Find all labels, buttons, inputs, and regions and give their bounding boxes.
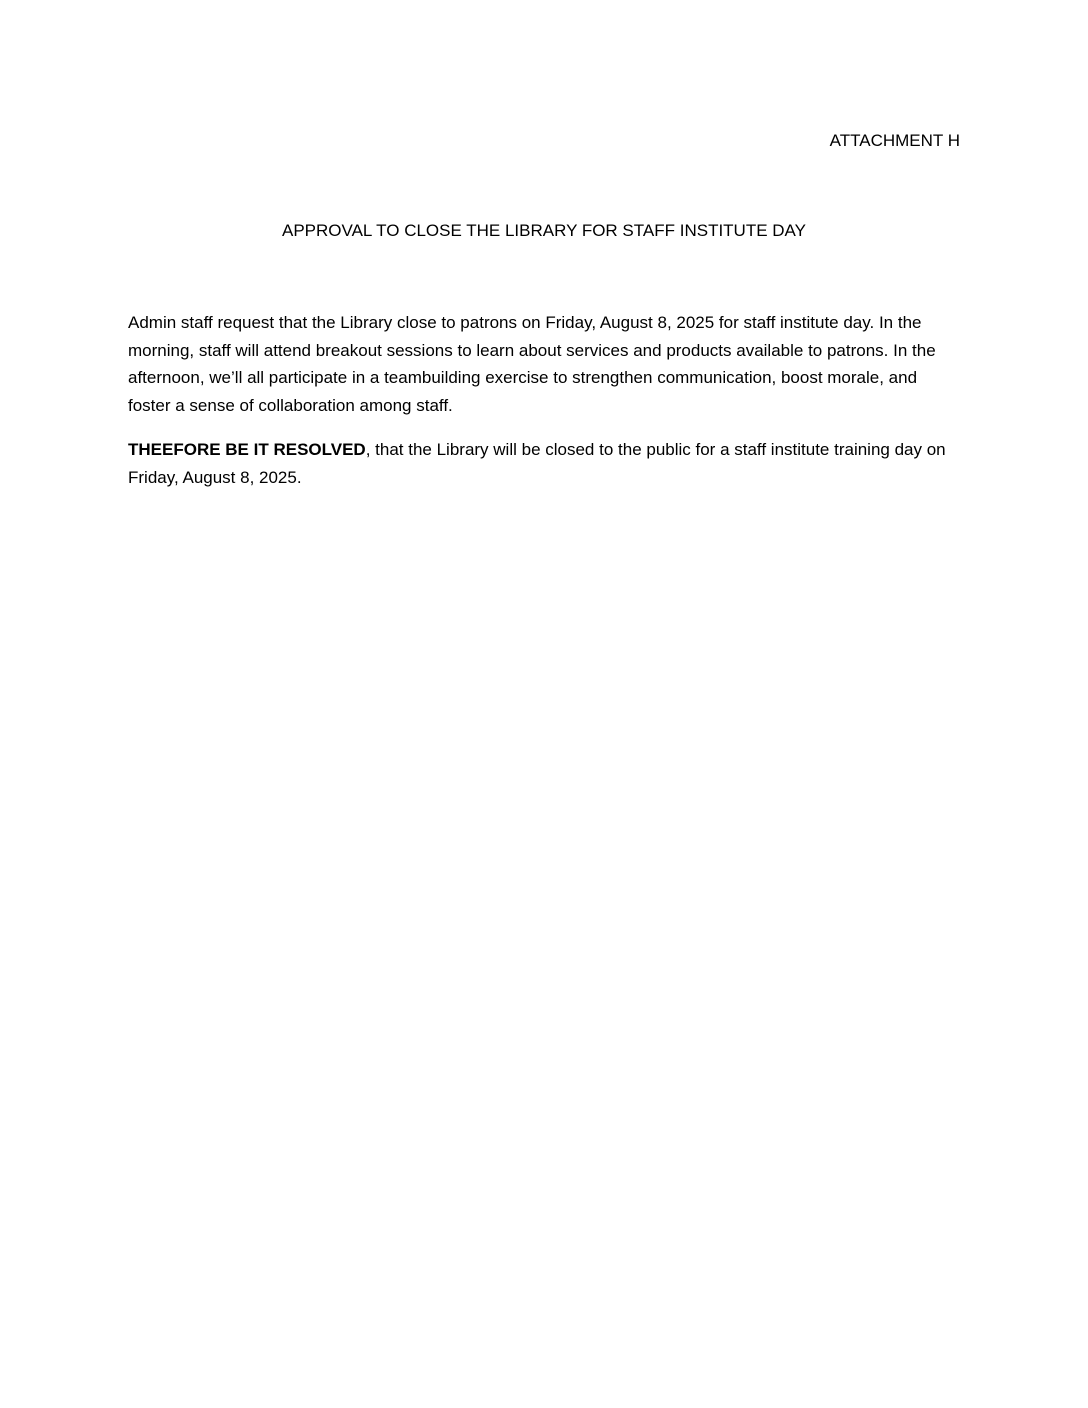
request-paragraph: Admin staff request that the Library close to patrons on Friday, August 8, 2025 for staff institute day. In the morning, staff will attend breakout sessions to learn about services and products available to patrons. In the afternoon, we’ll all participate in a teambuilding exercise to strengthen communication, boost morale, and foster a sense of collaboration among staff. [128, 313, 936, 415]
attachment-label: ATTACHMENT H [829, 131, 960, 150]
resolution-lead: THEEFORE BE IT RESOLVED [128, 440, 366, 459]
resolution-paragraph [128, 436, 960, 491]
document-title: APPROVAL TO CLOSE THE LIBRARY FOR STAFF INSTITUTE DAY [282, 221, 806, 240]
resolution-text: , that the Library will be closed to the public for a staff institute training day on Friday, August 8, 2025. [128, 440, 946, 487]
